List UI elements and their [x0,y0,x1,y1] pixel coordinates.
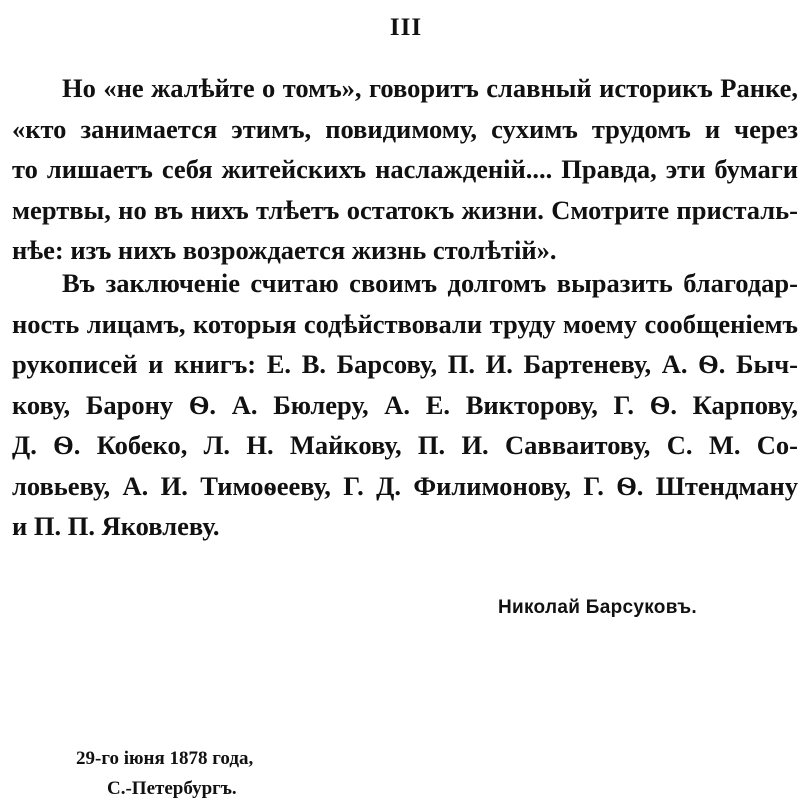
paragraph-line: мертвы, но въ нихъ тлѣетъ остатокъ жизни. Смотрите присталь- [12,194,798,225]
paragraph-line: и П. П. Яковлеву. [12,511,220,541]
paragraph-line: ность лицамъ, которыя содѣйствовали труду моему сообщеніемъ [12,308,798,339]
paragraph-line: нѣе: изъ нихъ возрождается жизнь столѣтій». [12,235,557,265]
paragraph-line: ловьеву, А. И. Тимоѳееву, Г. Д. Филимонову, Г. Ѳ. Штендману [12,470,798,501]
paragraph-acknowledgements [12,263,798,547]
dateline-place: С.-Петербургъ. [107,778,237,799]
paragraph-line: «кто занимается этимъ, повидимому, сухимъ трудомъ и через [12,113,798,144]
paragraph-quote [12,68,798,271]
paragraph-line: рукописей и книгъ: Е. В. Барсову, П. И. Бартеневу, А. Ѳ. Быч- [12,349,798,379]
author-signature: Николай Барсуковъ. [498,597,697,618]
paragraph-line: Д. Ѳ. Кобеко, Л. Н. Майкову, П. И. Савваитову, С. М. Со- [12,430,798,460]
page-number: III [389,14,423,41]
dateline-date: 29-го іюня 1878 года, [76,748,254,769]
paragraph-line: то лишаетъ себя житейскихъ наслажденій.... Правда, эти бумаги [12,154,798,184]
paragraph-line: кову, Барону Ѳ. А. Бюлеру, А. Е. Викторову, Г. Ѳ. Карпову, [12,389,798,420]
dateline [76,744,253,804]
paragraph-line: Но «не жалѣйте о томъ», говоритъ славный историкъ Ранке, [62,73,798,103]
paragraph-line: Въ заключеніе считаю своимъ долгомъ выразить благодар- [62,268,798,298]
